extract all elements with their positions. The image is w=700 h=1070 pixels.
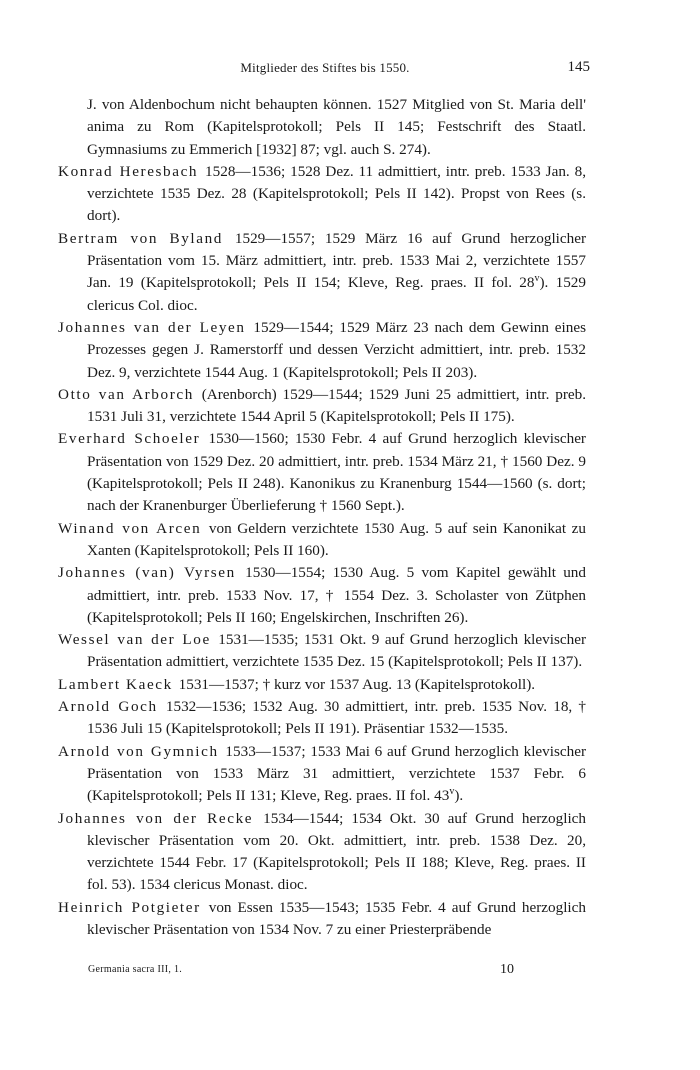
entry-text: 1529—1544; 1529 März 23 nach dem Gewinn eines Prozesses gegen J. Ramerstorff und dessen Verzicht admittiert, intr. preb. 1532 Dez. 9, verzichtete 1544 Aug. 1 (Kapitelsprotokoll; Pels II 203). — [87, 318, 586, 381]
entry — [58, 317, 586, 384]
entry-name: Arnold Goch — [58, 698, 158, 716]
entry-text: (Arenborch) 1529—1544; 1529 Juni 25 admittiert, intr. preb. 1531 Juli 31, verzichtete 1544 April 5 (Kapitelsprotokoll; Pels II 175). — [87, 385, 587, 426]
entry-text: 1531—1537; † kurz vor 1537 Aug. 13 (Kapitelsprotokoll). — [178, 675, 536, 693]
entry — [58, 518, 586, 563]
entry-text-tail: ). — [454, 787, 464, 805]
entry-name: Arnold von Gymnich — [58, 742, 219, 760]
superscript: v — [449, 786, 455, 798]
page-footer — [88, 962, 568, 982]
sheet-number: 10 — [500, 962, 514, 977]
text-block — [58, 94, 586, 941]
entry-text: von Essen 1535—1543; 1535 Febr. 4 auf Grund herzoglich klevischer Präsentation von 1534 Nov. 7 zu einer Priesterpräbende — [87, 898, 586, 938]
entry-text: 1534—1544; 1534 Okt. 30 auf Grund herzoglich klevischer Präsentation vom 20. Okt. admittiert, intr. preb. 1538 Dez. 20, verzichtete 1544 Febr. 17 (Kapitelsprotokoll; Pels II 188; Kleve, Reg. praes. II fol. 53). 1534 clericus Monast. dioc. — [87, 809, 587, 894]
entry — [58, 808, 586, 897]
entry — [58, 674, 586, 696]
entry-continuation — [58, 94, 586, 161]
entry-name: Otto van Arborch — [58, 385, 194, 403]
entry-name: Winand von Arcen — [58, 519, 202, 537]
superscript: v — [534, 273, 540, 285]
entry — [58, 562, 586, 629]
running-title: Mitglieder des Stiftes bis 1550. — [240, 60, 410, 75]
entry-name: Johannes (van) Vyrsen — [58, 564, 236, 582]
entry-text: 1528—1536; 1528 Dez. 11 admittiert, intr. preb. 1533 Jan. 8, verzichtete 1535 Dez. 28 (Kapitelsprotokoll; Pels II 142). Propst von Rees (s. dort). — [87, 162, 586, 225]
entry-name: Bertram von Byland — [58, 229, 223, 247]
entry-text: 1533—1537; 1533 Mai 6 auf Grund herzoglich klevischer Präsentation von 1533 März 31 admittiert, verzichtete 1537 Febr. 6 (Kapitelsprotokoll; Pels II 131; Kleve, Reg. praes. II fol. 43 — [87, 742, 587, 805]
entry — [58, 897, 586, 942]
signature-mark: Germania sacra III, 1. — [88, 964, 183, 975]
entry-text: 1529—1557; 1529 März 16 auf Grund herzoglicher Präsentation vom 15. März admittiert, intr. preb. 1533 Mai 2, verzichtete 1557 Jan. 19 (Kapitelsprotokoll; Pels II 154; Kleve, Reg. praes. II fol. 28 — [87, 229, 587, 292]
entry-text: von Geldern verzichtete 1530 Aug. 5 auf sein Kanonikat zu Xanten (Kapitelsprotokoll; Pels II 160). — [87, 519, 587, 559]
entry-name: Konrad Heresbach — [58, 162, 199, 180]
entry — [58, 384, 586, 429]
entry-text: 1530—1560; 1530 Febr. 4 auf Grund herzoglich klevischer Präsentation von 1529 Dez. 20 admittiert, intr. preb. 1534 März 21, † 1560 Dez. 9 (Kapitelsprotokoll; Pels II 248). Kanonikus zu Kranenburg 1544—1560 (s. dort; nach der Kranenburger Überlieferung † 1560 Sept.). — [87, 430, 586, 515]
entry-text: J. von Aldenbochum nicht behaupten können. 1527 Mitglied von St. Maria dell' anima zu Rom (Kapitelsprotokoll; Pels II 145; Festschrift des Staatl. Gymnasiums zu Emmerich [1932] 87; vgl. auch S. 274). — [87, 96, 586, 158]
entry-name: Heinrich Potgieter — [58, 898, 201, 916]
entry-name: Johannes van der Leyen — [58, 318, 246, 336]
running-head — [60, 60, 590, 80]
page-number: 145 — [567, 59, 590, 75]
entry — [58, 629, 586, 674]
entry — [58, 741, 586, 808]
entry-text: 1532—1536; 1532 Aug. 30 admittiert, intr. preb. 1535 Nov. 18, † 1536 Juli 15 (Kapitelsprotokoll; Pels II 191). Präsentiar 1532—1535. — [87, 698, 586, 738]
entry — [58, 228, 586, 317]
entry — [58, 696, 586, 741]
entry-text-tail: ). 1529 clericus Col. dioc. — [87, 274, 586, 314]
entry-name: Lambert Kaeck — [58, 675, 173, 693]
entry-text: 1531—1535; 1531 Okt. 9 auf Grund herzoglich klevischer Präsentation admittiert, verzichtete 1535 Dez. 15 (Kapitelsprotokoll; Pels II 137). — [87, 631, 587, 671]
entry-text: 1530—1554; 1530 Aug. 5 vom Kapitel gewählt und admittiert, intr. preb. 1533 Nov. 17, † 1554 Dez. 3. Scholaster von Zütphen (Kapitelsprotokoll; Pels II 160; Engelskirchen, Inschriften 26). — [87, 564, 586, 626]
entry-name: Wessel van der Loe — [58, 631, 211, 649]
entry — [58, 161, 586, 228]
entry-name: Johannes von der Recke — [58, 809, 254, 827]
entry — [58, 428, 586, 517]
entry-name: Everhard Schoeler — [58, 430, 201, 448]
